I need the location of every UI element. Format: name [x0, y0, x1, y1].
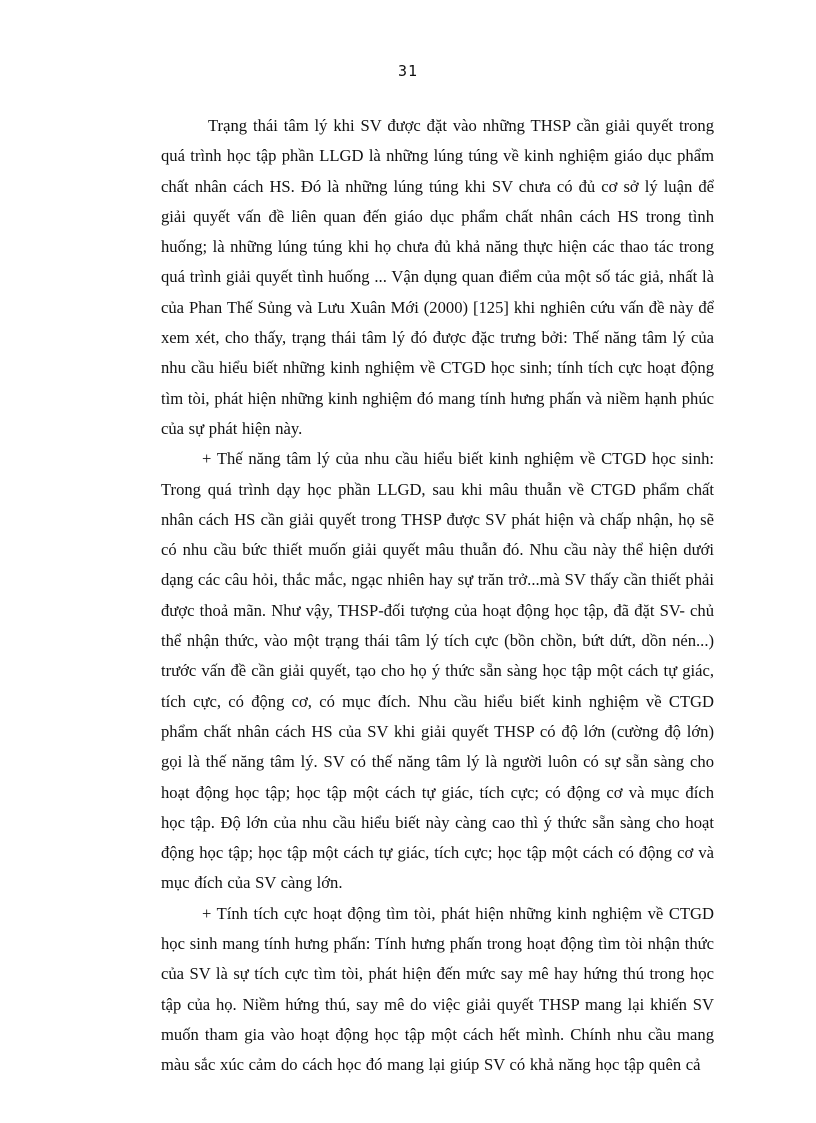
paragraph-psychological-potential: + Thế năng tâm lý của nhu cầu hiểu biết kinh nghiệm về CTGD học sinh: Trong quá trình dạy học phần LLGD, sau khi mâu thuẫn về CTGD phẩm chất nhân cách HS cần giải quyết trong THSP được SV phát hiện và chấp nhận, họ sẽ có nhu cầu bức thiết muốn giải quyết mâu thuẫn đó. Nhu cầu này thể hiện dưới dạng các câu hỏi, thắc mắc, ngạc nhiên hay sự trăn trở...mà SV thấy cần thiết phải được thoả mãn. Như vậy, THSP-đối tượng của hoạt động học tập, đã đặt SV- chủ thể nhận thức, vào một trạng thái tâm lý tích cực (bồn chồn, bứt dứt, dồn nén...) trước vấn đề cần giải quyết, tạo cho họ ý thức sẵn sàng học tập một cách tự giác, tích cực, có động cơ, có mục đích. Nhu cầu hiểu biết kinh nghiệm về CTGD phẩm chất nhân cách HS của SV khi giải quyết THSP có độ lớn (cường độ lớn) gọi là thế năng tâm lý. SV có thế năng tâm lý là người luôn có sự sẵn sàng cho hoạt động học tập; học tập một cách tự giác, tích cực; có động cơ và mục đích học tập. Độ lớn của nhu cầu hiểu biết này càng cao thì ý thức sẵn sàng cho hoạt động học tập; học tập một cách tự giác, tích cực; học tập một cách có động cơ và mục đích của SV càng lớn. — [161, 449, 714, 893]
body-text — [161, 111, 714, 1081]
page-number: 31 — [397, 62, 419, 80]
paragraph-psychological-state: Trạng thái tâm lý khi SV được đặt vào những THSP cần giải quyết trong quá trình học tập phần LLGD là những lúng túng về kinh nghiệm giáo dục phẩm chất nhân cách HS. Đó là những lúng túng khi SV chưa có đủ cơ sở lý luận để giải quyết vấn đề liên quan đến giáo dục phẩm chất nhân cách HS trong tình huống; là những lúng túng khi họ chưa đủ khả năng thực hiện các thao tác trong quá trình giải quyết tình huống ... Vận dụng quan điểm của một số tác giả, nhất là của Phan Thế Sủng và Lưu Xuân Mới (2000) [125] khi nghiên cứu vấn đề này để xem xét, cho thấy, trạng thái tâm lý đó được đặc trưng bởi: Thế năng tâm lý của nhu cầu hiểu biết những kinh nghiệm về CTGD học sinh; tính tích cực hoạt động tìm tòi, phát hiện những kinh nghiệm đó mang tính hưng phấn và niềm hạnh phúc của sự phát hiện này. — [161, 116, 714, 438]
paragraph-active-exploration: + Tính tích cực hoạt động tìm tòi, phát hiện những kinh nghiệm về CTGD học sinh mang tính hưng phấn: Tính hưng phấn trong hoạt động tìm tòi nhận thức của SV là sự tích cực tìm tòi, phát hiện đến mức say mê hay hứng thú trong học tập của họ. Niềm hứng thú, say mê do việc giải quyết THSP mang lại khiến SV muốn tham gia vào hoạt động học tập một cách hết mình. Chính nhu cầu mang màu sắc xúc cảm do cách học đó mang lại giúp SV có khả năng học tập quên cả — [161, 903, 714, 1075]
